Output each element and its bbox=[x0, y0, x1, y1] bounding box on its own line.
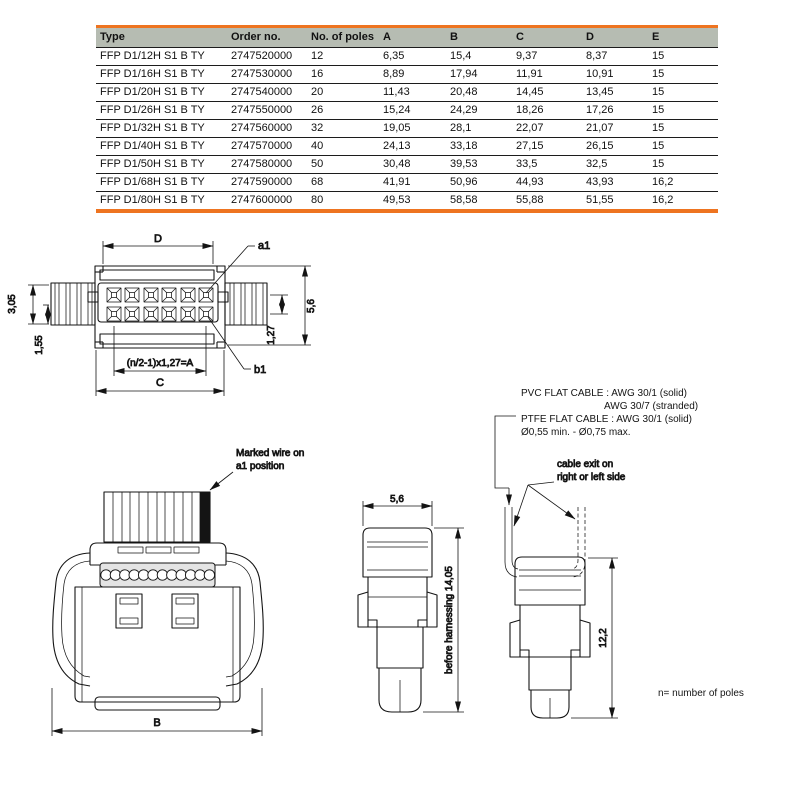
cable-exit-drawing bbox=[505, 507, 590, 718]
cable-spec-line3: PTFE FLAT CABLE : AWG 30/1 (solid) bbox=[521, 414, 692, 425]
table-cell: 33,18 bbox=[446, 138, 512, 156]
drawings-canvas bbox=[0, 220, 800, 800]
table-cell: 51,55 bbox=[582, 192, 648, 212]
col-header-order-no: Order no. bbox=[227, 27, 307, 48]
table-cell: FFP D1/40H S1 B TY bbox=[96, 138, 227, 156]
table-cell: 43,93 bbox=[582, 174, 648, 192]
poles-footnote: n= number of poles bbox=[658, 688, 744, 699]
table-row bbox=[96, 120, 718, 138]
table-cell: FFP D1/26H S1 B TY bbox=[96, 102, 227, 120]
header-row bbox=[96, 27, 718, 48]
table-cell: 2747560000 bbox=[227, 120, 307, 138]
table-cell: 8,37 bbox=[582, 48, 648, 66]
table-cell: 21,07 bbox=[582, 120, 648, 138]
table-row bbox=[96, 102, 718, 120]
marked-wire-note-line1: Marked wire on bbox=[236, 448, 305, 459]
cable-spec-line2: AWG 30/7 (stranded) bbox=[604, 401, 699, 412]
table-cell: 44,93 bbox=[512, 174, 582, 192]
marked-wire-note-line2: a1 position bbox=[236, 461, 285, 472]
side-view-dimensions bbox=[363, 494, 464, 712]
col-header-b: B bbox=[446, 27, 512, 48]
cable-spec-line1: PVC FLAT CABLE : AWG 30/1 (solid) bbox=[521, 388, 687, 399]
table-cell: 2747540000 bbox=[227, 84, 307, 102]
table-row bbox=[96, 156, 718, 174]
table-row bbox=[96, 48, 718, 66]
table-cell: 13,45 bbox=[582, 84, 648, 102]
side-view-drawing bbox=[358, 528, 437, 712]
col-header-type: Type bbox=[96, 27, 227, 48]
table-cell: 20,48 bbox=[446, 84, 512, 102]
table-row bbox=[96, 84, 718, 102]
dim-c-label: C bbox=[156, 377, 164, 389]
front-view-annotations bbox=[52, 448, 304, 736]
table-cell: 15,24 bbox=[379, 102, 446, 120]
table-cell: 2747550000 bbox=[227, 102, 307, 120]
table-cell: 11,91 bbox=[512, 66, 582, 84]
table-cell: 32 bbox=[307, 120, 379, 138]
table-cell: 24,29 bbox=[446, 102, 512, 120]
top-view-drawing bbox=[51, 266, 267, 348]
table-cell: FFP D1/50H S1 B TY bbox=[96, 156, 227, 174]
table-cell: 80 bbox=[307, 192, 379, 212]
dim-1-27-label: 1,27 bbox=[266, 325, 277, 345]
table-cell: 24,13 bbox=[379, 138, 446, 156]
table-cell: 33,5 bbox=[512, 156, 582, 174]
table-cell: FFP D1/12H S1 B TY bbox=[96, 48, 227, 66]
table-cell: 12 bbox=[307, 48, 379, 66]
table-row bbox=[96, 192, 718, 212]
table-cell: 15,4 bbox=[446, 48, 512, 66]
table-cell: 2747570000 bbox=[227, 138, 307, 156]
dim-b-label: B bbox=[153, 717, 161, 729]
dim-d-label: D bbox=[154, 233, 162, 245]
table-cell: 20 bbox=[307, 84, 379, 102]
table-cell: 28,1 bbox=[446, 120, 512, 138]
table-cell: FFP D1/16H S1 B TY bbox=[96, 66, 227, 84]
table-cell: 2747600000 bbox=[227, 192, 307, 212]
table-cell: 30,48 bbox=[379, 156, 446, 174]
table-cell: 50,96 bbox=[446, 174, 512, 192]
pin-b1-label: b1 bbox=[254, 364, 267, 376]
cable-exit-right-cable bbox=[572, 507, 585, 577]
dim-5-6-side-label: 5,6 bbox=[390, 494, 404, 505]
cable-exit-note-line1: cable exit on bbox=[557, 459, 614, 470]
table-cell: 2747530000 bbox=[227, 66, 307, 84]
col-header-c: C bbox=[512, 27, 582, 48]
table-cell: FFP D1/68H S1 B TY bbox=[96, 174, 227, 192]
dim-5-6-label: 5,6 bbox=[306, 299, 317, 313]
table-cell: FFP D1/80H S1 B TY bbox=[96, 192, 227, 212]
col-header-d: D bbox=[582, 27, 648, 48]
pin-a1-label: a1 bbox=[258, 240, 271, 252]
table-cell: 15 bbox=[648, 156, 718, 174]
front-view-drawing bbox=[53, 492, 264, 710]
dim-12-2-label: 12,2 bbox=[598, 628, 609, 648]
spec-table bbox=[96, 25, 718, 213]
table-cell: 26 bbox=[307, 102, 379, 120]
table-cell: 49,53 bbox=[379, 192, 446, 212]
dim-1-55-label: 1,55 bbox=[34, 335, 45, 355]
table-cell: 50 bbox=[307, 156, 379, 174]
table-row bbox=[96, 138, 718, 156]
pin-grid bbox=[107, 288, 213, 321]
cable-exit-housing bbox=[510, 557, 590, 718]
table-cell: 15 bbox=[648, 102, 718, 120]
table-cell: 15 bbox=[648, 84, 718, 102]
harness-note-label: before harnessing 14,05 bbox=[444, 566, 455, 674]
table-cell: 16 bbox=[307, 66, 379, 84]
front-ribbon-cable bbox=[104, 492, 210, 542]
table-cell: 32,5 bbox=[582, 156, 648, 174]
table-cell: 41,91 bbox=[379, 174, 446, 192]
table-cell: 55,88 bbox=[512, 192, 582, 212]
table-cell: 18,26 bbox=[512, 102, 582, 120]
table-cell: 17,94 bbox=[446, 66, 512, 84]
marked-wire-black-stripe bbox=[200, 492, 210, 542]
table-cell: 6,35 bbox=[379, 48, 446, 66]
table-row bbox=[96, 66, 718, 84]
front-housing bbox=[75, 543, 240, 710]
table-cell: 8,89 bbox=[379, 66, 446, 84]
table-cell: FFP D1/32H S1 B TY bbox=[96, 120, 227, 138]
spec-table-body bbox=[96, 48, 718, 212]
table-cell: FFP D1/20H S1 B TY bbox=[96, 84, 227, 102]
spec-table-header bbox=[96, 27, 718, 48]
table-cell: 2747580000 bbox=[227, 156, 307, 174]
table-cell: 10,91 bbox=[582, 66, 648, 84]
table-cell: 9,37 bbox=[512, 48, 582, 66]
left-ribbon-cable bbox=[51, 283, 95, 325]
cable-exit-note-line2: right or left side bbox=[557, 472, 626, 483]
dim-3-05-label: 3,05 bbox=[7, 294, 18, 314]
table-cell: 14,45 bbox=[512, 84, 582, 102]
table-cell: 2747520000 bbox=[227, 48, 307, 66]
table-cell: 68 bbox=[307, 174, 379, 192]
table-cell: 27,15 bbox=[512, 138, 582, 156]
table-cell: 39,53 bbox=[446, 156, 512, 174]
table-cell: 22,07 bbox=[512, 120, 582, 138]
pitch-formula-label: (n/2-1)x1,27=A bbox=[126, 358, 194, 369]
table-cell: 15 bbox=[648, 48, 718, 66]
table-cell: 15 bbox=[648, 66, 718, 84]
col-header-poles: No. of poles bbox=[307, 27, 379, 48]
table-cell: 15 bbox=[648, 138, 718, 156]
table-cell: 26,15 bbox=[582, 138, 648, 156]
col-header-e: E bbox=[648, 27, 718, 48]
cable-exit-left-cable bbox=[505, 507, 518, 577]
table-cell: 11,43 bbox=[379, 84, 446, 102]
table-row bbox=[96, 174, 718, 192]
table-cell: 2747590000 bbox=[227, 174, 307, 192]
table-cell: 17,26 bbox=[582, 102, 648, 120]
table-cell: 40 bbox=[307, 138, 379, 156]
table-cell: 15 bbox=[648, 120, 718, 138]
col-header-a: A bbox=[379, 27, 446, 48]
table-cell: 58,58 bbox=[446, 192, 512, 212]
cable-spec-note bbox=[521, 388, 698, 438]
right-ribbon-cable bbox=[225, 283, 267, 325]
cable-spec-line4: Ø0,55 min. - Ø0,75 max. bbox=[521, 427, 631, 438]
table-cell: 16,2 bbox=[648, 192, 718, 212]
table-cell: 16,2 bbox=[648, 174, 718, 192]
table-cell: 19,05 bbox=[379, 120, 446, 138]
